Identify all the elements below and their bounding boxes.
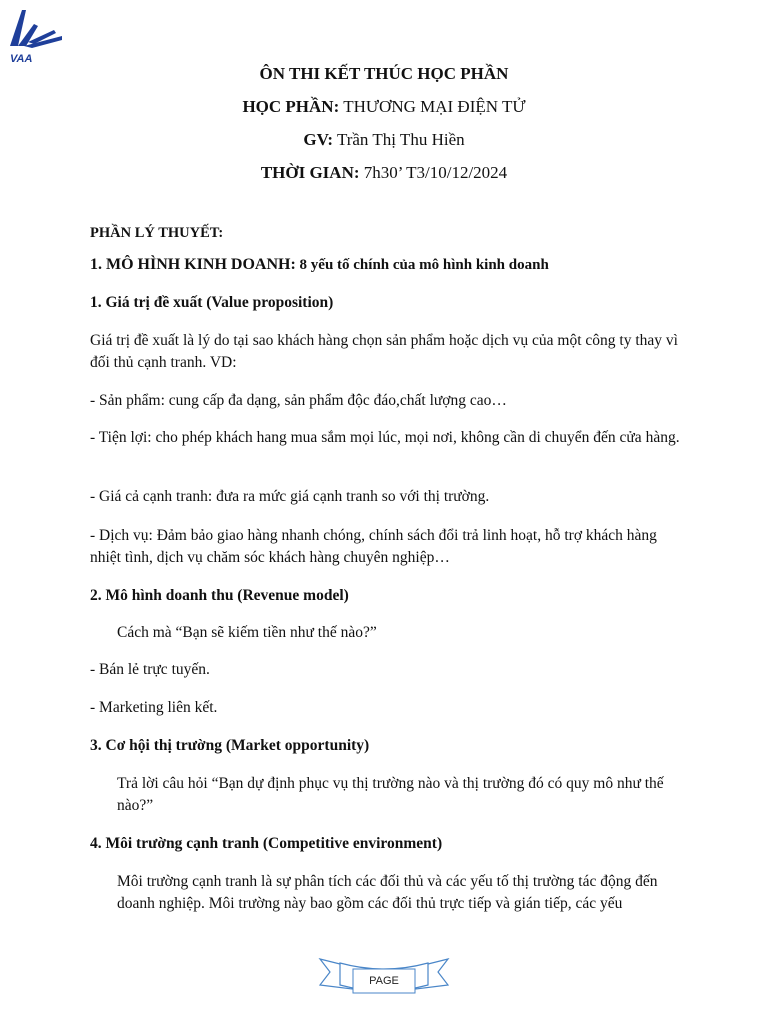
bullet-item: - Tiện lợi: cho phép khách hang mua sắm mọi lúc, mọi nơi, không cần di chuyển đến cửa hàng.: [90, 429, 680, 446]
vaa-logo-graphic: [4, 6, 66, 64]
vaa-logo: [4, 6, 66, 64]
item-heading-market-opportunity: 3. Cơ hội thị trường (Market opportunity): [90, 737, 370, 754]
paragraph: Môi trường cạnh tranh là sự phân tích các đối thủ và các yếu tố thị trường tác động đến doanh nghiệp. Môi trường này bao gồm các đối thủ trực tiếp và gián tiếp, các yếu: [117, 873, 658, 912]
bullet-item: - Sản phẩm: cung cấp đa dạng, sản phẩm độc đáo,chất lượng cao…: [90, 392, 507, 409]
paragraph: Cách mà “Bạn sẽ kiếm tiền như thế nào?”: [117, 624, 377, 641]
course-line: [0, 97, 768, 117]
svg-text:VAA: VAA: [10, 53, 33, 64]
course-value: THƯƠNG MẠI ĐIỆN TỬ: [339, 97, 526, 116]
bullet-item: - Dịch vụ: Đảm bảo giao hàng nhanh chóng, chính sách đổi trả linh hoạt, hỗ trợ khách hàng nhiệt tình, dịch vụ chăm sóc khách hàng chuyên nghiệp…: [90, 527, 657, 566]
bullet-item: - Marketing liên kết.: [90, 699, 218, 716]
bullet-item: - Giá cả cạnh tranh: đưa ra mức giá cạnh tranh so với thị trường.: [90, 488, 490, 505]
teacher-label: GV:: [303, 130, 333, 149]
teacher-value: Trần Thị Thu Hiền: [333, 130, 465, 149]
item-heading-revenue-model: 2. Mô hình doanh thu (Revenue model): [90, 587, 349, 604]
page-number-label: PAGE: [369, 975, 399, 987]
topic-heading: [90, 254, 690, 276]
paragraph: Trả lời câu hỏi “Bạn dự định phục vụ thị trường nào và thị trường đó có quy mô như thế nào?”: [117, 775, 664, 814]
topic-label: 1. MÔ HÌNH KINH DOANH:: [90, 256, 296, 273]
time-label: THỜI GIAN:: [260, 163, 360, 182]
item-heading-value-proposition: 1. Giá trị đề xuất (Value proposition): [90, 294, 334, 311]
bullet-item: - Bán lẻ trực tuyến.: [90, 661, 210, 678]
time-value: 7h30’ T3/10/12/2024: [359, 163, 508, 182]
teacher-line: [0, 130, 768, 150]
topic-description: 8 yếu tố chính của mô hình kinh doanh: [295, 257, 549, 273]
section-heading-theory: PHẦN LÝ THUYẾT:: [90, 225, 224, 241]
course-label: HỌC PHẦN:: [242, 97, 340, 116]
time-line: [0, 163, 768, 183]
paragraph: Giá trị đề xuất là lý do tại sao khách hàng chọn sản phẩm hoặc dịch vụ của một công ty thay vì đối thủ cạnh tranh. VD:: [90, 332, 678, 371]
item-heading-competitive-environment: 4. Môi trường cạnh tranh (Competitive environment): [90, 835, 443, 852]
exam-title: ÔN THI KẾT THÚC HỌC PHẦN: [259, 64, 509, 83]
